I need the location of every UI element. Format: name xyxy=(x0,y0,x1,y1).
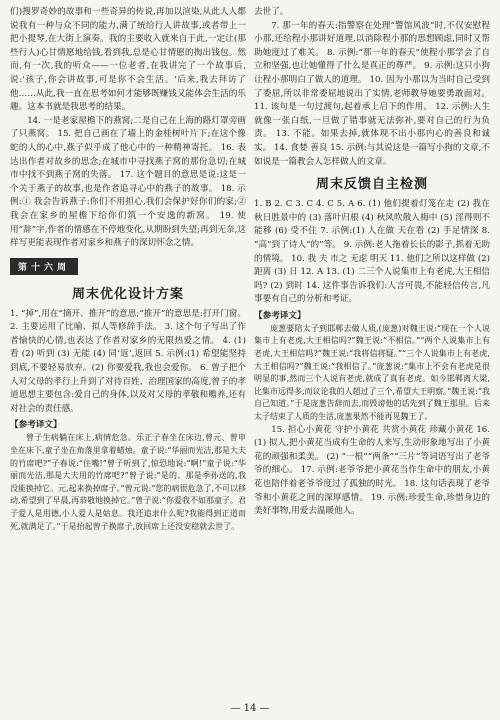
left-column xyxy=(10,6,246,533)
answer-14-19: 14. 一是老家屋檐下的燕窝;二是自己在上海的路灯罩旁画了只燕窝。 15. 把自己画在了墙上的金桂树叶片下;在这个像蛇的人的心中,燕子似乎成了他心中的一种精神寄托。 16. 表达出作者对故乡的思念;在城市中寻找燕子窝的那份急切;在城市中找不到燕子窝的失落。 17. 这个题目的意思是说:这是一个关于燕子的故事,也是作者追寻心中的燕子的故事。 18. 示例:① 我会告诉燕子:你们不用担心,我们会保护好你们的家;② 我会在家乡的屋檐下给你们筑一个安逸的新窝。 19. 使用“辞”字,作者的情感在不停地变化,从期盼到失望;再到无奈,这样写更能表现作者对家乡和燕子的深切怀念之情。 xyxy=(10,115,246,249)
right-column xyxy=(254,6,490,519)
answers-block-right: 1. B 2. C 3. C 4. C 5. A 6. (1) 他们提着灯笼在走 (2) 我在秋日胜景中的 (3) 落叶归根 (4) 秋风吹散入梅中 (5) 淫得则不能移 (6) 受不住 7. 示例:(1) 人在做 天在看 (2) 手足情深 8. “高”到了诗人“的”等。 9. 示例:老人拖着长长的影子,抓着无助的情境。 10. 我 夫 市之 无虑 明天 11. 他们之所以这样做 (2) 距离 (3) 日 12. A 13. (1) 二三个人说集市上有老虎,大王相信吗? (2) 到时 14. 这件事告诉我们:人言可畏,不能轻信传言,凡事要有自己的分析和考证。 xyxy=(254,199,490,305)
answers-15-19: 15. 担心小黄花 守护小黄花 共赏小黄花 珍藏小黄花 16. (1) 拟人,把小黄花当成有生命的人来写,生动形象地写出了小黄花的顽强和柔美。 (2) “一根”“两条”“三片”等词语写出了老爷爷的细心。 17. 示例:老爷爷把小黄花当作生命中的朋友,小黄花也陪伴着老爷爷度过了孤独的时光。 18. 这句话表现了老爷爷和小黄花之间的深厚感情。 19. 示例:珍爱生命,珍惜身边的美好事物,用爱去温暖他人。 xyxy=(254,424,490,517)
reference-translation-label-right: 【参考译文】 xyxy=(254,310,306,321)
reference-translation-right: 庞葱要陪太子到邯郸去做人质,(庞葱)对魏王说:“现在一个人说集市上有老虎,大王相信吗?”魏王说:“不相信。”“两个人说集市上有老虎,大王相信吗?”魏王说:“我将信将疑。”“三个人说集市上有老虎,大王相信吗?”魏王说:“我相信了。”庞葱说:“集市上不会有老虎是很明显的事,然而三个人说有老虎,就成了真有老虎。如今邯郸离大梁,比集市远得多,而议论我的人超过了三个,希望大王明察。”魏王说:“我自己知道。”于是庞葱告辞而去,而毁谤他的话先到了魏王那里。后来太子结束了人质的生活,庞葱果然不能再见魏王了。 xyxy=(254,323,490,422)
week-tag: 第十六周 xyxy=(10,258,78,275)
right-top-paragraph: 去世了。 xyxy=(254,7,289,17)
answers-7-15: 7. 那一年的春天:指警察在处理“警馆风波”时,不仅安慰程小那,还给程小那讲好道理,以消除程小那的思想顾虑,同时又帮助她度过了难关。 8. 示例:“那一年的春天”使程小那学会了自立和坚强,也让她懂得了什么是真正的尊严。 9. 示例:这只小狗让程小那明白了做人的道理。 10. 因为小那以为当时自己受到了委屈,所以非常委屈地说出了实情,老师教导她要勇敢面对。 11. 该句是一句过渡句,起着承上启下的作用。 12. 示例:人生就像一张白纸,一旦做了错事就无法弥补,要对自己的行为负责。 13. 不能。如果去掉,就体现不出小那内心的善良和诚实。 14. 食婪 善良 15. 示例:与其说这是一篇写小狗的文章,不如说是一篇教会人怎样做人的文章。 xyxy=(254,20,490,167)
section-title-feedback-test: 周末反馈自主检测 xyxy=(315,177,428,193)
answers-block-left: 1. “掉”,用在“摘开、推开”的意思;“推开”的意思是:打开门窗。 2. 主要运用了比喻、拟人等修辞手法。 3. 这个句子写出了作者愉快的心情,也表达了作者对家乡的无限热爱之情。 4. (1) 看 (2) 听到 (3) 无能 (4) 同‘返’,返回 5. 示例:(1) 希望能坚持到底,不要轻易放弃。(2) 你要爱我,我也会爱你。 6. 曾子把个人对父母的孝行上升到了对待百姓、治理国家的高度,曾子的孝道思想主要包含:爱自己的身体,以及对父母的孝敬和赡养,还有对社会的责任感。 xyxy=(10,308,246,414)
reference-translation-label: 【参考译文】 xyxy=(10,420,62,431)
section-title-optimized-design: 周末优化设计方案 xyxy=(71,286,184,302)
reference-translation-left: 曾子生病躺在床上,病情危急。乐正子春坐在床边,曾元、曾申坐在床下,童子坐在角落里拿着蜡烛。童子说:“华丽而光洁,那是大夫的竹席吧?”子春说:“住嘴!”曾子听到了,惊恐地说:“啊!”童子说:“华丽而光洁,那是大夫用的竹席吧?”曾子说:“是的。那是季孙送的,我没能换掉它。元,起来换掉席子。”曾元说:“您的病很危急了,不可以移动,希望到了早晨,再恭敬地换掉它。”曾子说:“你爱我不如那童子。君子爱人是用德,小人爱人是姑息。我还追求什么呢?我能得到正道而死,就满足了。”于是抬起曾子换席子,放回席上还没安稳就去世了。 xyxy=(10,433,246,531)
page-number: — 14 — xyxy=(230,703,270,714)
left-top-paragraph: 们)搜罗奇妙的故事和一些奇异的传说,再加以渲染,从此人人都说我有一种与众不同的能力,满了统给行人讲故事,或者带上一把小提琴,在大街上演奏。我的主要收入就来自于此,一定让(那些行人)心甘情愿地给钱,看到我,总是心甘情愿的掏出钱包。然而,有一次,我的听众——一位老者,在我讲完了一个故事后,说:'孩子,你会讲故事,可是你不会生活。'后来,我去拜访了他……从此,我一直在思考如何才能够既赚钱又能体会生活的乐趣。这本书就是我思考的结果。 xyxy=(10,7,246,113)
